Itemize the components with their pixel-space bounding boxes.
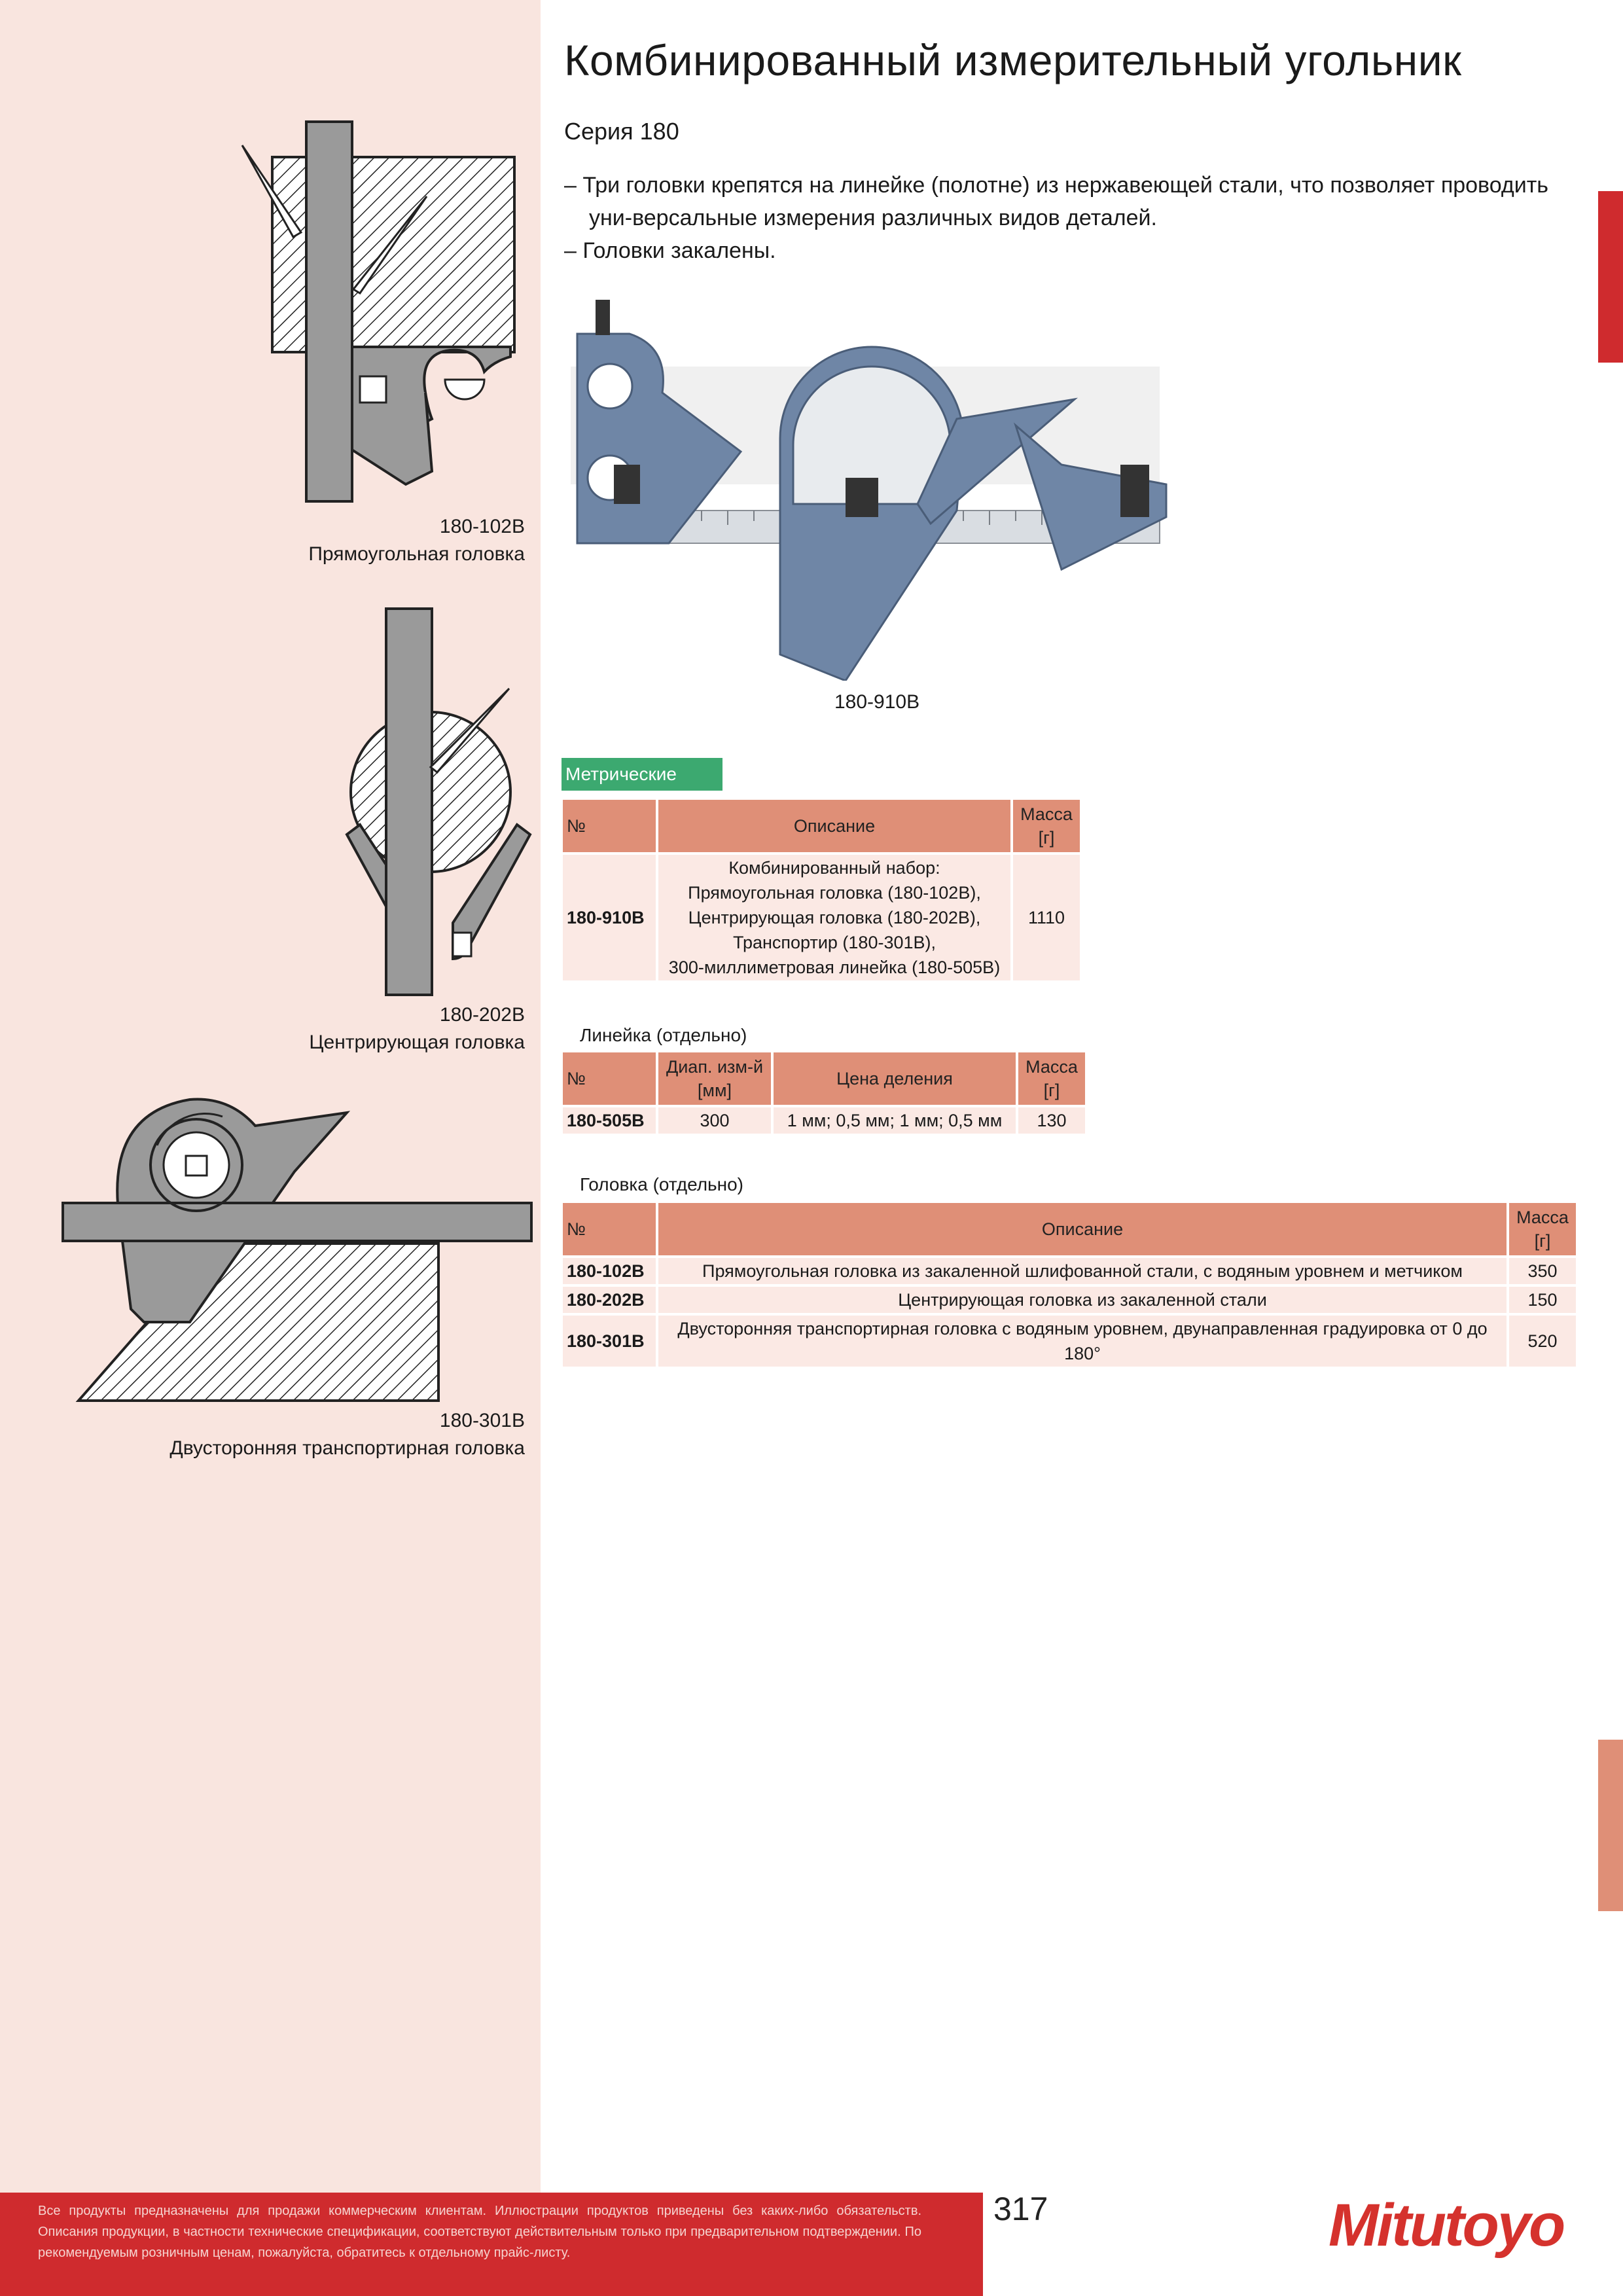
set-description-line: Транспортир (180-301B),: [732, 933, 936, 952]
square-head-diagram: [236, 118, 537, 511]
ruler-table-label: Линейка (отдельно): [580, 1025, 747, 1045]
set-description-line: Прямоугольная головка (180-102B),: [688, 883, 981, 903]
table-header-row: [563, 1052, 1085, 1105]
figure-caption-protractor-head: [169, 1407, 525, 1462]
set-mass: 1110: [1013, 855, 1080, 980]
set-code: 180-910B: [563, 855, 656, 980]
figure-code: 180-102B: [439, 516, 525, 537]
ruler-division: 1 мм; 0,5 мм; 1 мм; 0,5 мм: [774, 1107, 1016, 1134]
protractor-head-diagram: [59, 1086, 537, 1407]
center-head-diagram: [340, 602, 537, 1008]
table-header-row: [563, 800, 1080, 852]
header-no: №: [563, 1203, 656, 1255]
table-row: [563, 1287, 1576, 1313]
figure-name: Прямоугольная головка: [308, 543, 525, 565]
head-mass: 150: [1509, 1287, 1576, 1313]
head-description: Двусторонняя транспортирная головка с водяным уровнем, двунаправленная градуировка от 0 до 180°: [658, 1316, 1507, 1367]
product-photo: [564, 288, 1179, 681]
series-label: Серия 180: [564, 118, 679, 145]
set-description: [658, 855, 1010, 980]
table-row: [563, 1316, 1576, 1367]
header-description: Описание: [658, 800, 1010, 852]
header-no: №: [563, 1052, 656, 1105]
head-table-label: Головка (отдельно): [580, 1174, 744, 1194]
feature-item: – Три головки крепятся на линейке (полотне) из нержавеющей стали, что позволяет проводить уни-версальные измерения различных видов деталей.: [564, 173, 1549, 230]
figure-caption-square-head: [308, 513, 525, 568]
page-number: 317: [993, 2191, 1048, 2227]
page-title: Комбинированный измерительный угольник: [564, 36, 1462, 84]
table-row: [563, 855, 1080, 980]
table-row: [563, 1258, 1576, 1284]
set-table: [560, 797, 1082, 983]
figure-name: Центрирующая головка: [309, 1031, 525, 1053]
head-mass: 520: [1509, 1316, 1576, 1367]
ruler-table: [560, 1050, 1088, 1136]
metric-tag: Метрические: [562, 758, 722, 791]
side-tab-marker: [1598, 191, 1623, 363]
header-range: Диап. изм-й [мм]: [658, 1052, 771, 1105]
ruler-range: 300: [658, 1107, 771, 1134]
header-description: Описание: [658, 1203, 1507, 1255]
header-mass: Масса [г]: [1509, 1203, 1576, 1255]
head-description: Центрирующая головка из закаленной стали: [658, 1287, 1507, 1313]
feature-list: [564, 169, 1585, 267]
brand-logo: Mitutoyo: [1329, 2192, 1564, 2259]
ruler-mass: 130: [1018, 1107, 1085, 1134]
header-mass: Масса [г]: [1018, 1052, 1085, 1105]
figure-caption-center-head: [309, 1001, 525, 1056]
photo-caption: 180-910B: [834, 691, 920, 713]
head-code: 180-202B: [563, 1287, 656, 1313]
head-code: 180-301B: [563, 1316, 656, 1367]
footer-disclaimer: Все продукты предназначены для продажи коммерческим клиентам. Иллюстрации продуктов приведены без каких-либо обязательств. Описания продукции, в частности технические спецификации, соответствуют действительным только при предварительном подтверждении. По рекомендуемым розничным ценам, пожалуйста, обратитесь к отдельному прайс-листу.: [38, 2204, 921, 2260]
feature-item: – Головки закалены.: [564, 238, 776, 263]
head-table: [560, 1200, 1578, 1369]
side-tab-marker-secondary: [1598, 1740, 1623, 1911]
set-description-line: 300-миллиметровая линейка (180-505B): [668, 958, 1001, 977]
figure-code: 180-301B: [439, 1410, 525, 1431]
header-mass: Масса [г]: [1013, 800, 1080, 852]
header-division: Цена деления: [774, 1052, 1016, 1105]
set-description-line: Комбинированный набор:: [728, 858, 940, 878]
figure-code: 180-202B: [439, 1004, 525, 1026]
ruler-code: 180-505B: [563, 1107, 656, 1134]
table-header-row: [563, 1203, 1576, 1255]
head-code: 180-102B: [563, 1258, 656, 1284]
header-no: №: [563, 800, 656, 852]
head-description: Прямоугольная головка из закаленной шлифованной стали, с водяным уровнем и метчиком: [658, 1258, 1507, 1284]
head-mass: 350: [1509, 1258, 1576, 1284]
table-row: [563, 1107, 1085, 1134]
set-description-line: Центрирующая головка (180-202B),: [688, 908, 981, 927]
figure-name: Двусторонняя транспортирная головка: [169, 1437, 525, 1459]
